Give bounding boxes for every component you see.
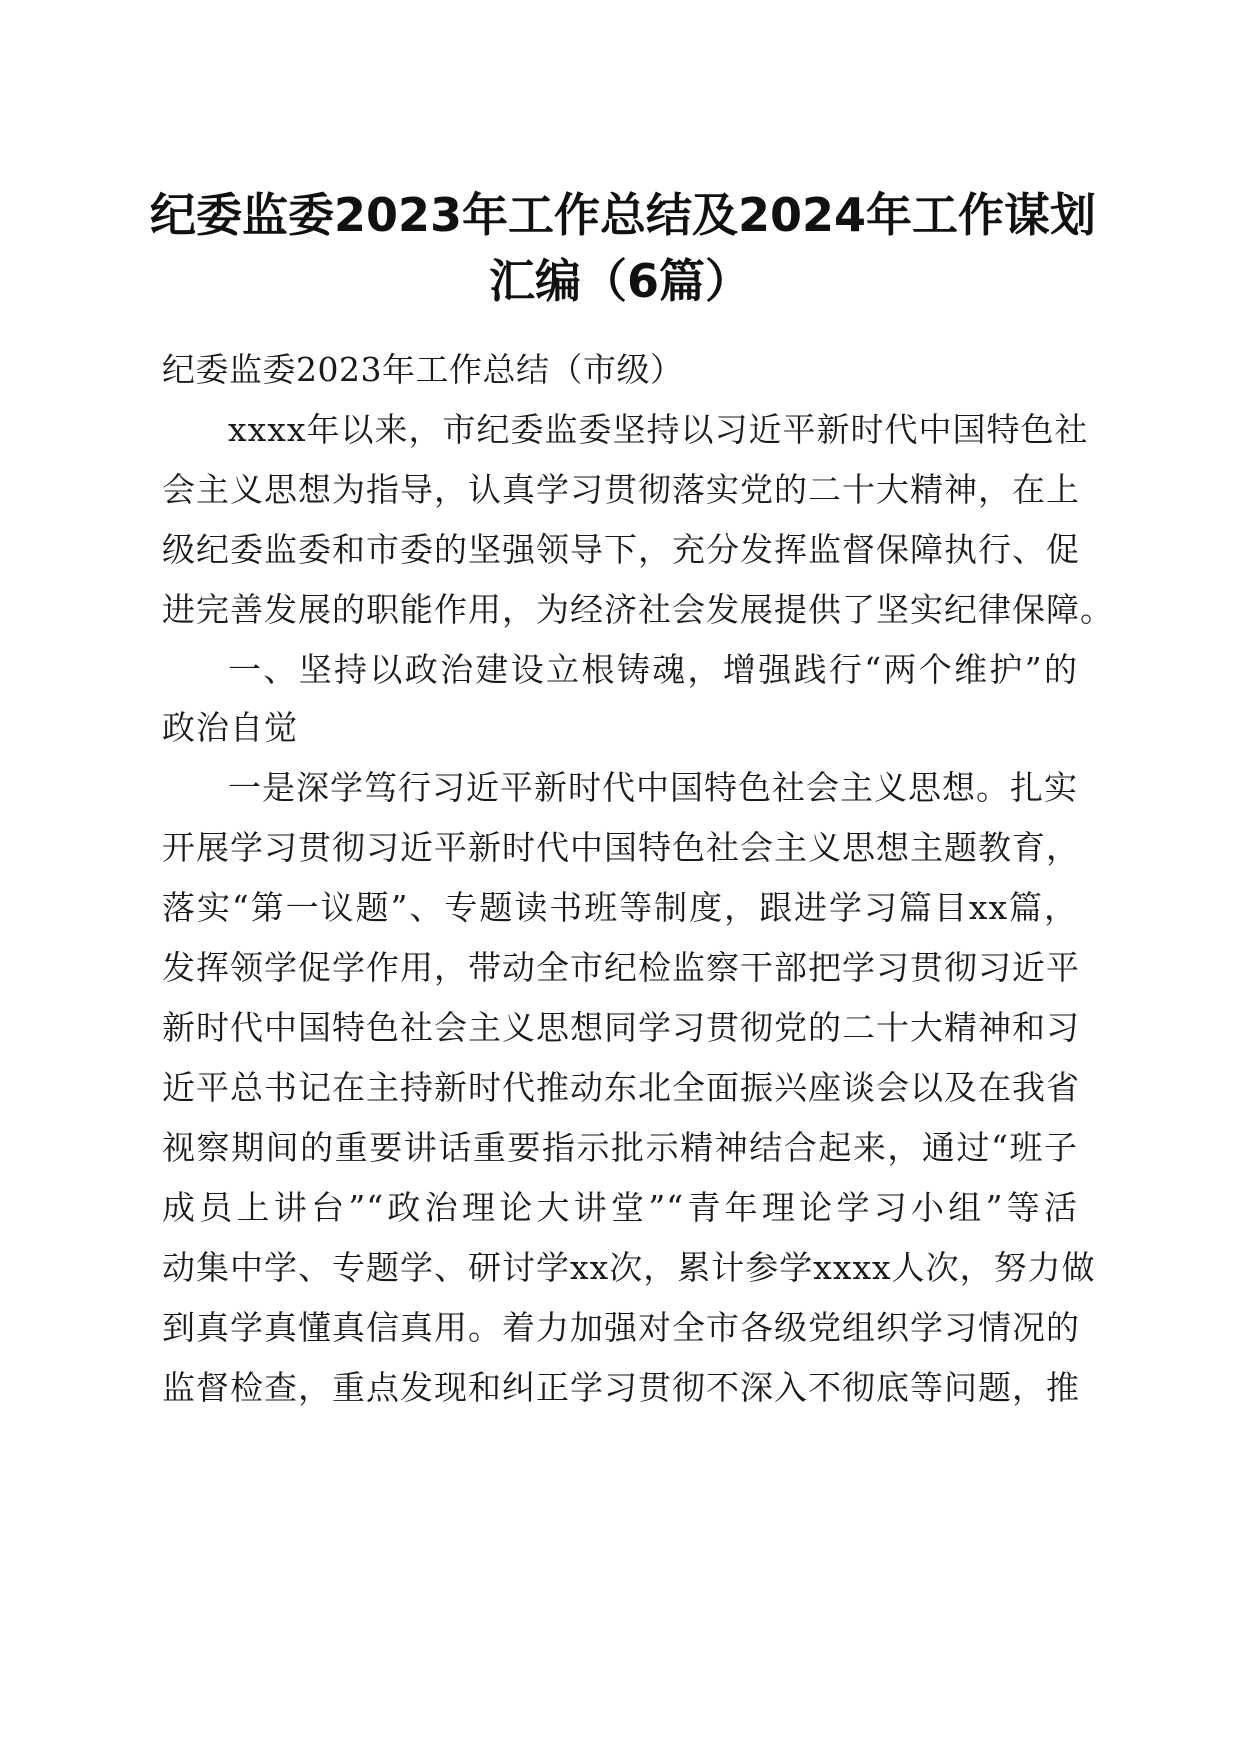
paragraph-line: 发挥领学促学作用，带动全市纪检监察干部把学习贯彻习近平 bbox=[162, 948, 1080, 987]
document-title-line-2: 汇编（6篇） bbox=[488, 254, 751, 308]
paragraph-line: 近平总书记在主持新时代推动东北全面振兴座谈会以及在我省 bbox=[162, 1068, 1080, 1107]
document-title-line-1: 纪委监委2023年工作总结及2024年工作谋划 bbox=[150, 188, 1097, 242]
paragraph-line: 新时代中国特色社会主义思想同学习贯彻党的二十大精神和习 bbox=[162, 1008, 1080, 1047]
paragraph-line: 会主义思想为指导，认真学习贯彻落实党的二十大精神，在上 bbox=[162, 470, 1080, 509]
paragraph-line: xxxx年以来，市纪委监委坚持以习近平新时代中国特色社 bbox=[228, 410, 1089, 449]
section-heading-line: 一、坚持以政治建设立根铸魂，增强践行“两个维护”的 bbox=[228, 650, 1078, 689]
paragraph-line: 进完善发展的职能作用，为经济社会发展提供了坚实纪律保障。 bbox=[162, 590, 1114, 629]
paragraph-line: 动集中学、专题学、研讨学xx次，累计参学xxxx人次，努力做 bbox=[162, 1248, 1096, 1287]
paragraph-line: 视察期间的重要讲话重要指示批示精神结合起来，通过“班子 bbox=[162, 1128, 1078, 1167]
section-subtitle: 纪委监委2023年工作总结（市级） bbox=[162, 350, 684, 389]
paragraph-line: 一是深学笃行习近平新时代中国特色社会主义思想。扎实 bbox=[228, 768, 1078, 807]
section-heading-line: 政治自觉 bbox=[162, 708, 298, 747]
paragraph-line: 落实“第一议题”、专题读书班等制度，跟进学习篇目xx篇， bbox=[162, 888, 1078, 927]
paragraph-line: 开展学习贯彻习近平新时代中国特色社会主义思想主题教育， bbox=[162, 828, 1080, 867]
paragraph-line: 监督检查，重点发现和纠正学习贯彻不深入不彻底等问题，推 bbox=[162, 1368, 1080, 1407]
paragraph-line: 到真学真懂真信真用。着力加强对全市各级党组织学习情况的 bbox=[162, 1308, 1080, 1347]
paragraph-line: 级纪委监委和市委的坚强领导下，充分发挥监督保障执行、促 bbox=[162, 530, 1080, 569]
paragraph-line: 成员上讲台”“政治理论大讲堂”“青年理论学习小组”等活 bbox=[162, 1188, 1078, 1227]
